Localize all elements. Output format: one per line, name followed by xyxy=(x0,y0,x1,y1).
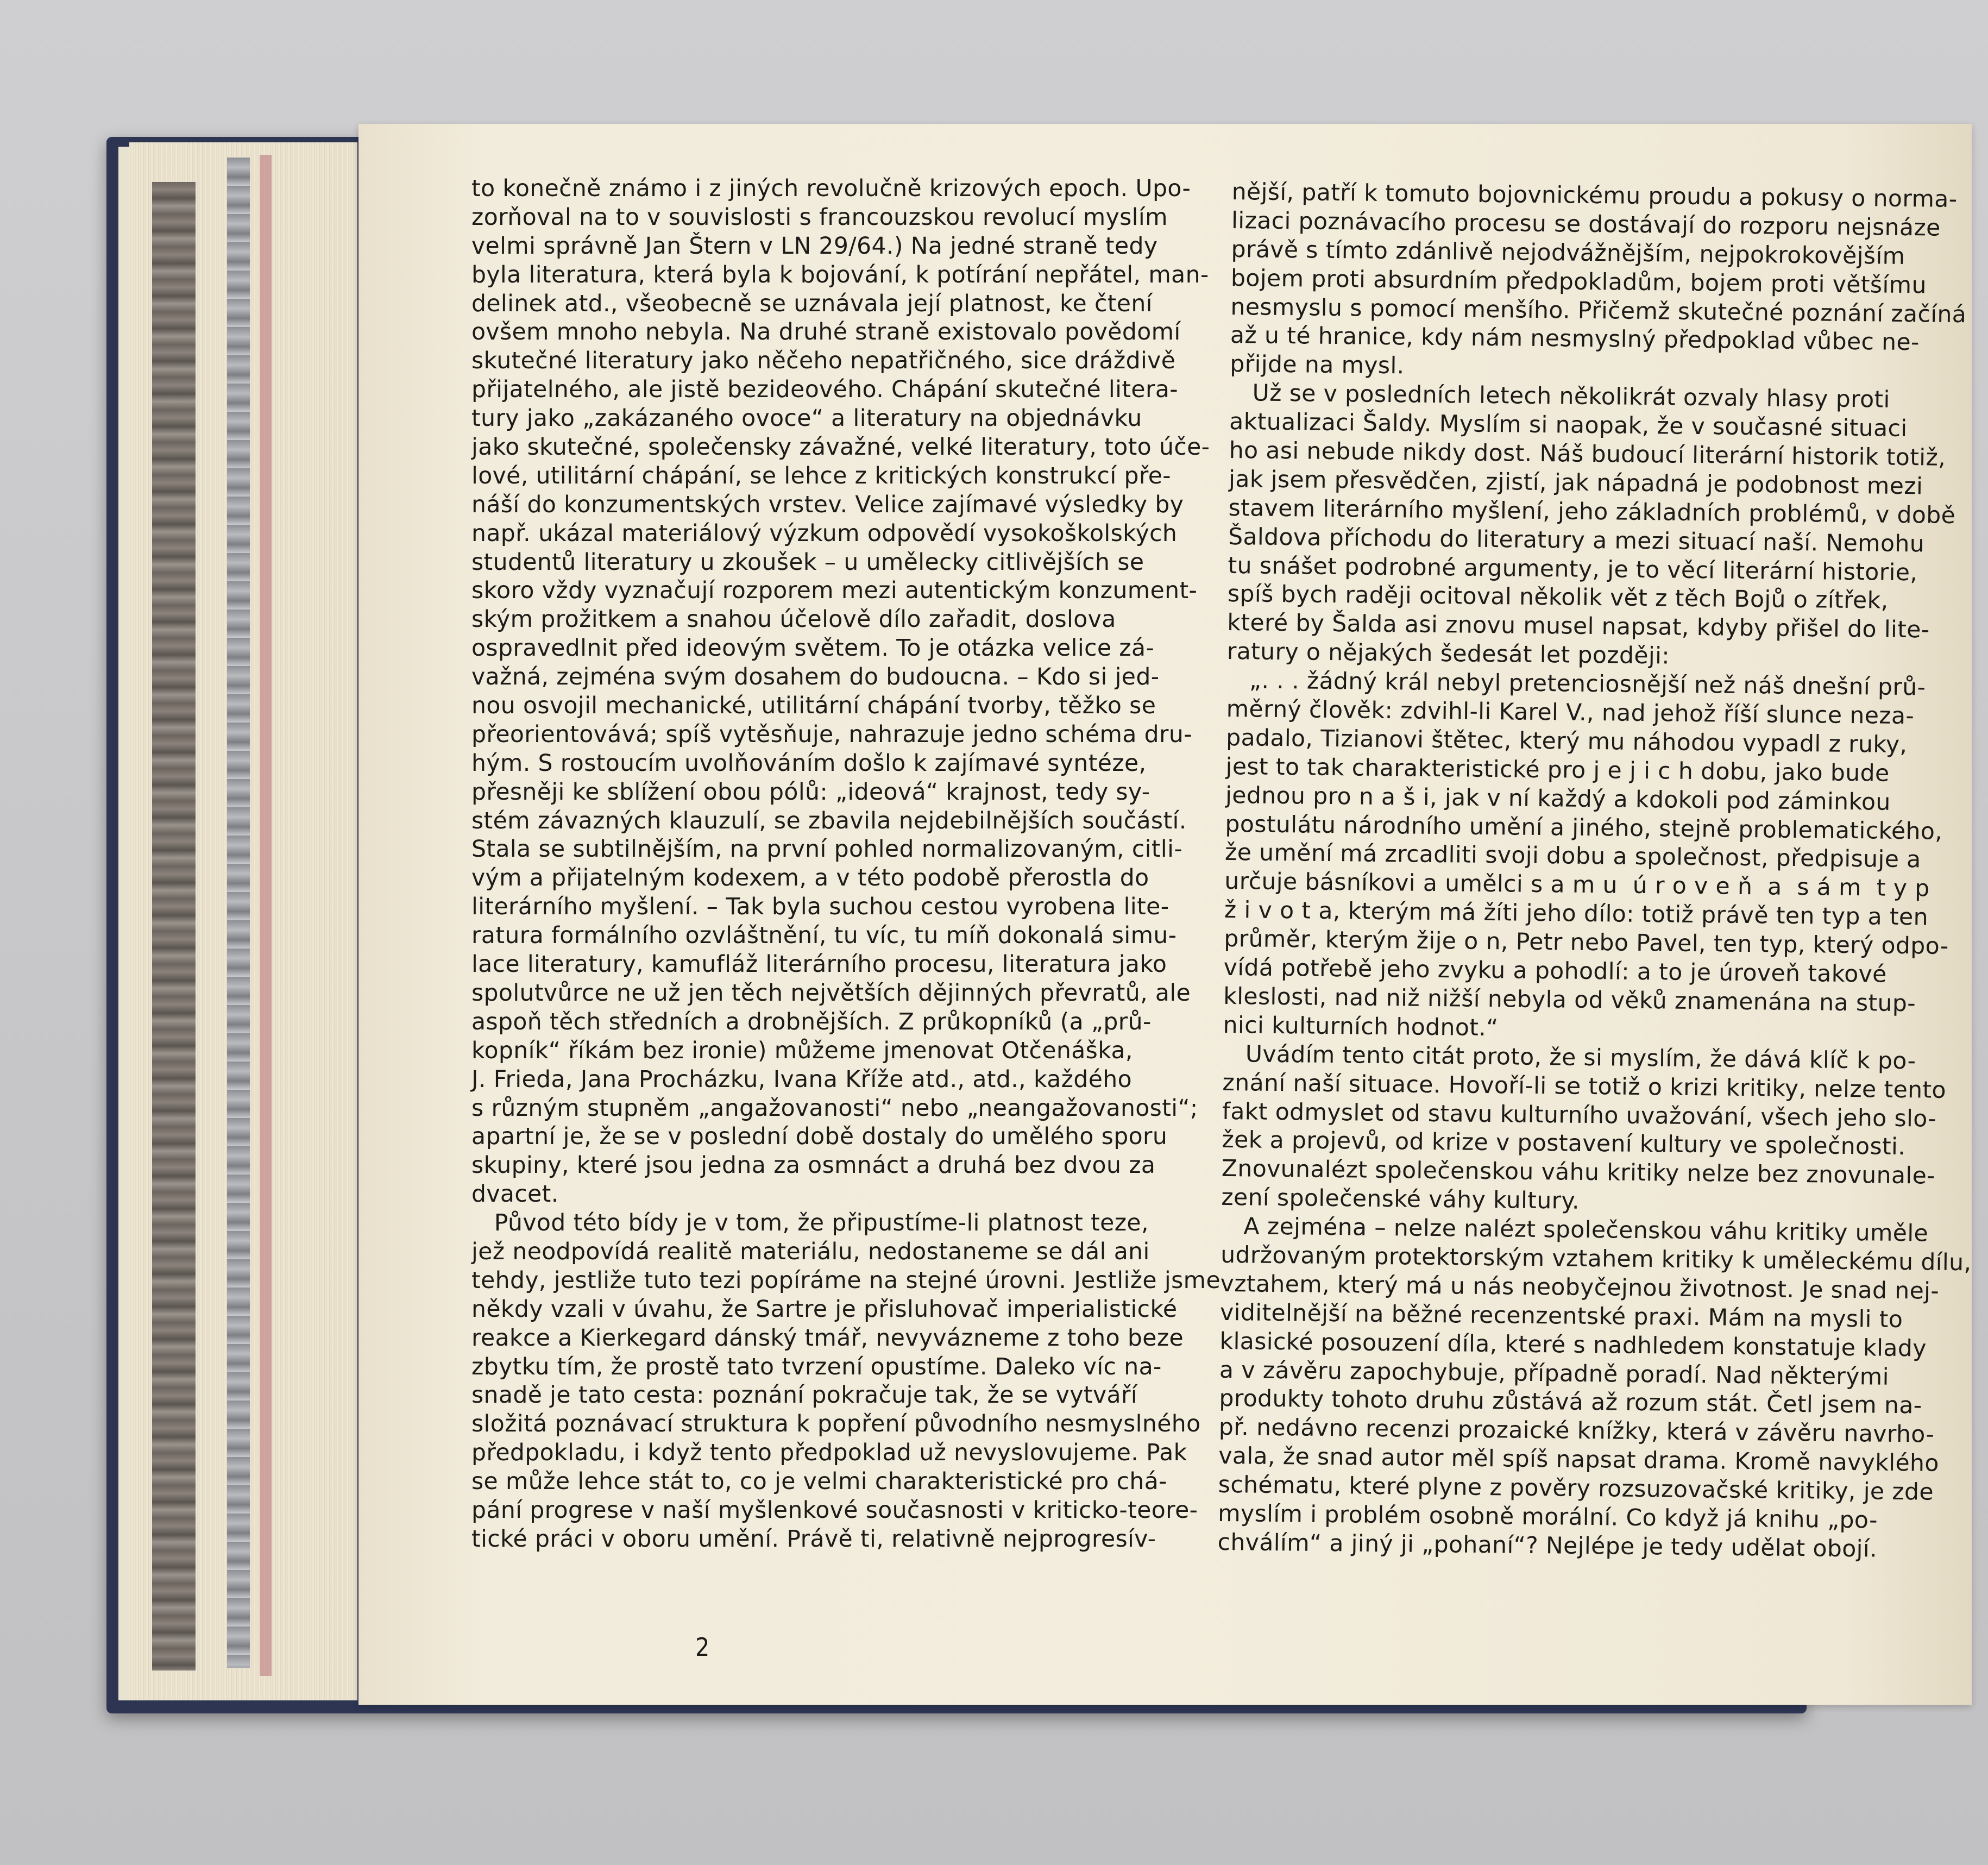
text-line: lové, utilitární chápání, se lehce z kritických konstrukcí pře- xyxy=(471,462,1172,489)
text-line: jež neodpovídá realitě materiálu, nedostaneme se dál ani xyxy=(471,1238,1150,1265)
text-line: postulátu národního umění a jiného, stejně problematického, xyxy=(1225,811,1943,845)
left-text-column xyxy=(471,175,1221,1554)
text-line: fakt odmyslet od stavu kulturního uvažování, všech jeho slo- xyxy=(1222,1098,1937,1133)
text-line: a v závěru zapochybuje, případně poradí. Nad některými xyxy=(1219,1357,1890,1391)
text-line: delinek atd., všeobecně se uznávala její platnost, ke čtení xyxy=(471,290,1153,317)
text-line: byla literatura, která byla k bojování, k potírání nepřátel, man- xyxy=(471,261,1209,288)
text-line: se může lehce stát to, co je velmi charakteristické pro chá- xyxy=(471,1468,1167,1496)
text-line: ratura formálního ozvláštnění, tu víc, tu míň dokonalá simu- xyxy=(471,922,1177,950)
text-line: velmi správně Jan Štern v LN 29/64.) Na jedné straně tedy xyxy=(471,233,1158,260)
text-line: jak jsem přesvědčen, zjistí, jak nápadná je podobnost mezi xyxy=(1228,466,1923,500)
text-line: to konečně známo i z jiných revolučně krizových epoch. Upo- xyxy=(471,175,1191,202)
text-line: spíš bych raději ocitoval několik vět z těch Bojů o zítřek, xyxy=(1227,581,1889,615)
text-line: Původ této bídy je v tom, že připustíme-li platnost teze, xyxy=(471,1210,1149,1237)
text-line: přesněji ke sblížení obou pólů: „ideová“ krajnost, tedy sy- xyxy=(471,778,1150,806)
photo-page-edge xyxy=(152,182,196,1671)
text-line: zení společenské váhy kultury. xyxy=(1221,1184,1580,1215)
text-line: např. ukázal materiálový výzkum odpovědí vysokoškolských xyxy=(471,520,1178,547)
text-line: apartní je, že se v poslední době dostaly do umělého sporu xyxy=(471,1123,1168,1151)
text-line: až u té hranice, kdy nám nesmyslný předpoklad vůbec ne- xyxy=(1230,322,1920,356)
text-line: snadě je tato cesta: poznání pokračuje tak, že se vytváří xyxy=(471,1382,1138,1409)
text-line: nou osvojil mechanické, utilitární chápání tvorby, těžko se xyxy=(471,693,1156,720)
text-line: určuje básníkovi a umělci s a m u ú r o v e ň a s á m t y p xyxy=(1224,868,1930,902)
text-line: měrný člověk: zdvihl-li Karel V., nad jehož říší slunce neza- xyxy=(1226,695,1915,730)
text-line: Šaldova příchodu do literatury a mezi situací naší. Nemohu xyxy=(1228,523,1925,558)
text-line: J. Frieda, Jana Procházku, Ivana Kříže atd., atd., každého xyxy=(471,1066,1133,1093)
text-line: vztahem, který má u nás neobyčejnou životnost. Je snad nej- xyxy=(1220,1270,1940,1305)
text-line: vým a přijatelným kodexem, a v této podobě přerostla do xyxy=(471,865,1149,892)
text-line: jednou pro n a š i, jak v ní každý a kdokoli pod záminkou xyxy=(1225,782,1891,816)
text-line: myslím i problém osobně morální. Co když já knihu „po- xyxy=(1217,1500,1878,1534)
text-line: produkty tohoto druhu zůstává až rozum stát. Četl jsem na- xyxy=(1219,1385,1922,1420)
text-line: ským prožitkem a snahou účelově dílo zařadit, doslova xyxy=(471,606,1116,633)
text-line: s různým stupněm „angažovanosti“ nebo „neangažovanosti“; xyxy=(471,1095,1198,1122)
text-line: bojem proti absurdním předpokladům, bojem proti většímu xyxy=(1230,265,1927,299)
text-line: tu snášet podrobné argumenty, je to věcí literární historie, xyxy=(1228,552,1918,586)
text-line: někdy vzali v úvahu, že Sartre je přisluhovač imperialistické xyxy=(471,1296,1178,1323)
text-line: náší do konzumentských vrstev. Velice zajímavé výsledky by xyxy=(471,491,1184,518)
text-line: skupiny, které jsou jedna za osmnáct a druhá bez dvou za xyxy=(471,1152,1156,1179)
text-line: dvacet. xyxy=(471,1181,559,1208)
text-line: předpokladu, i když tento předpoklad už nevyslovujeme. Pak xyxy=(471,1440,1187,1467)
text-line: pání progrese v naší myšlenkové současnosti v kriticko-teore- xyxy=(471,1497,1198,1524)
text-line: literárního myšlení. – Tak byla suchou cestou vyrobena lite- xyxy=(471,894,1169,921)
text-line: reakce a Kierkegard dánský tmář, nevyvázneme z toho beze xyxy=(471,1324,1184,1352)
text-line: přeorientovává; spíš vytěsňuje, nahrazuje jedno schéma dru- xyxy=(471,721,1192,748)
text-line: znání naší situace. Hovoří-li se totiž o krizi kritiky, nelze tento xyxy=(1222,1069,1947,1104)
text-line: kleslosti, nad niž nižší nebyla od věků znamenána na stup- xyxy=(1223,983,1916,1018)
text-line: tury jako „zakázaného ovoce“ a literatury na objednávku xyxy=(471,405,1142,432)
spine-strip xyxy=(118,147,129,1700)
text-line: ovšem mnoho nebyla. Na druhé straně existovalo povědomí xyxy=(471,319,1181,346)
text-line: stém závazných klauzulí, se zbavila nejdebilnějších součástí. xyxy=(471,807,1187,834)
text-line: skutečné literatury jako něčeho nepatřičného, sice dráždivě xyxy=(471,348,1176,375)
text-line: zbytku tím, že prostě tato tvrzení opustíme. Daleko víc na- xyxy=(471,1353,1162,1380)
text-line: ratury o nějakých šedesát let později: xyxy=(1226,638,1670,670)
text-line: Už se v posledních letech několikrát ozvaly hlasy proti xyxy=(1229,380,1891,413)
text-line: chválím“ a jiný ji „pohaní“? Nejlépe je tedy udělat obojí. xyxy=(1217,1529,1878,1563)
metallic-page-edge xyxy=(227,158,250,1668)
text-line: Znovunalézt společenskou váhu kritiky nelze bez znovunale- xyxy=(1221,1156,1936,1190)
text-line: lace literatury, kamufláž literárního procesu, literatura jako xyxy=(471,951,1167,978)
right-text-column xyxy=(1217,178,1983,1565)
text-line: aktualizaci Šaldy. Myslím si naopak, že v současné situaci xyxy=(1229,409,1908,443)
text-line: ž i v o t a, kterým má žíti jeho dílo: totiž právě ten typ a ten xyxy=(1224,897,1929,931)
text-line: hým. S rostoucím uvolňováním došlo k zajímavé syntéze, xyxy=(471,750,1147,777)
text-line: udržovaným protektorským vztahem kritiky k uměleckému dílu, xyxy=(1220,1241,1972,1277)
text-line: přijatelného, ale jistě bezideového. Chápání skutečné litera- xyxy=(471,376,1178,404)
text-line: padalo, Tizianovi štětec, který mu náhodou vypadl z ruky, xyxy=(1225,724,1908,758)
text-line: „. . . žádný král nebyl pretenciosnější než náš dnešní prů- xyxy=(1226,667,1926,701)
colored-page-edge xyxy=(260,155,272,1676)
page-number: 2 xyxy=(695,1632,710,1662)
text-line: přijde na mysl. xyxy=(1230,351,1405,380)
text-line: žek a projevů, od krize v postavení kultury ve společnosti. xyxy=(1222,1127,1906,1161)
text-line: aspoň těch středních a drobnějších. Z průkopníků (a „prů- xyxy=(471,1008,1152,1035)
text-line: které by Šalda asi znovu musel napsat, kdyby přišel do lite- xyxy=(1227,610,1930,644)
text-line: važná, zejména svým dosahem do budoucna. – Kdo si jed- xyxy=(471,664,1160,691)
text-line: nici kulturních hodnot.“ xyxy=(1223,1012,1499,1042)
text-line: ospravedlnit před ideovým světem. To je otázka velice zá- xyxy=(471,635,1155,662)
text-line: složitá poznávací struktura k popření původního nesmyslného xyxy=(471,1411,1201,1438)
text-line: nější, patří k tomuto bojovnickému proudu a pokusy o norma- xyxy=(1231,178,1958,213)
text-line: kopník“ říkám bez ironie) můžeme jmenovat Otčenáška, xyxy=(471,1037,1133,1064)
text-line: A zejména – nelze nalézt společenskou váhu kritiky uměle xyxy=(1221,1213,1929,1247)
text-line: stavem literárního myšlení, jeho základních problémů, v době xyxy=(1228,494,1956,529)
text-line: ho asi nebude nikdy dost. Náš budoucí literární historik totiž, xyxy=(1229,437,1946,472)
text-line: lizaci poznávacího procesu se dostávají do rozporu nejsnáze xyxy=(1231,207,1941,242)
text-line: vala, že snad autor měl spíš napsat drama. Kromě navyklého xyxy=(1218,1443,1939,1477)
text-line: Stala se subtilnějším, na první pohled normalizovaným, citli- xyxy=(471,836,1183,863)
text-line: př. nedávno recenzi prozaické knížky, která v závěru navrho- xyxy=(1218,1414,1935,1448)
text-line: zorňoval na to v souvislosti s francouzskou revolucí myslím xyxy=(471,204,1168,231)
text-line: jako skutečné, společensky závažné, velké literatury, toto úče- xyxy=(471,434,1210,461)
text-line: Uvádím tento citát proto, že si myslím, že dává klíč k po- xyxy=(1222,1040,1916,1075)
text-line: nesmyslu s pomocí menšího. Přičemž skutečné poznání začíná xyxy=(1230,293,1967,328)
text-line: průměr, kterým žije o n, Petr nebo Pavel, ten typ, který odpo- xyxy=(1224,926,1949,960)
text-line: vídá potřebě jeho zvyku a pohodlí: a to je úroveň takové xyxy=(1223,954,1888,988)
text-line: klasické posouzení díla, které s nadhledem konstatuje klady xyxy=(1219,1328,1927,1362)
text-line: právě s tímto zdánlivě nejodvážnějším, nejpokrokovějším xyxy=(1231,236,1905,270)
text-line: spolutvůrce ne už jen těch největších dějinných převratů, ale xyxy=(471,979,1191,1007)
text-line: tehdy, jestliže tuto tezi popíráme na stejné úrovni. Jestliže jsme xyxy=(471,1267,1221,1294)
text-line: schématu, které plyne z pověry rozsuzovačské kritiky, je zde xyxy=(1218,1471,1934,1506)
text-line: tické práci v oboru umění. Právě ti, relativně nejprogresív- xyxy=(471,1525,1156,1553)
text-line: jest to tak charakteristické pro j e j i c h dobu, jako bude xyxy=(1225,753,1890,787)
text-line: studentů literatury u zkoušek – u umělecky citlivějších se xyxy=(471,549,1144,576)
text-line: viditelnější na běžné recenzentské praxi. Mám na mysli to xyxy=(1219,1299,1903,1333)
text-line: že umění má zrcadliti svoji dobu a společnost, předpisuje a xyxy=(1224,839,1921,874)
text-line: skoro vždy vyznačují rozporem mezi autentickým konzument- xyxy=(471,577,1198,605)
